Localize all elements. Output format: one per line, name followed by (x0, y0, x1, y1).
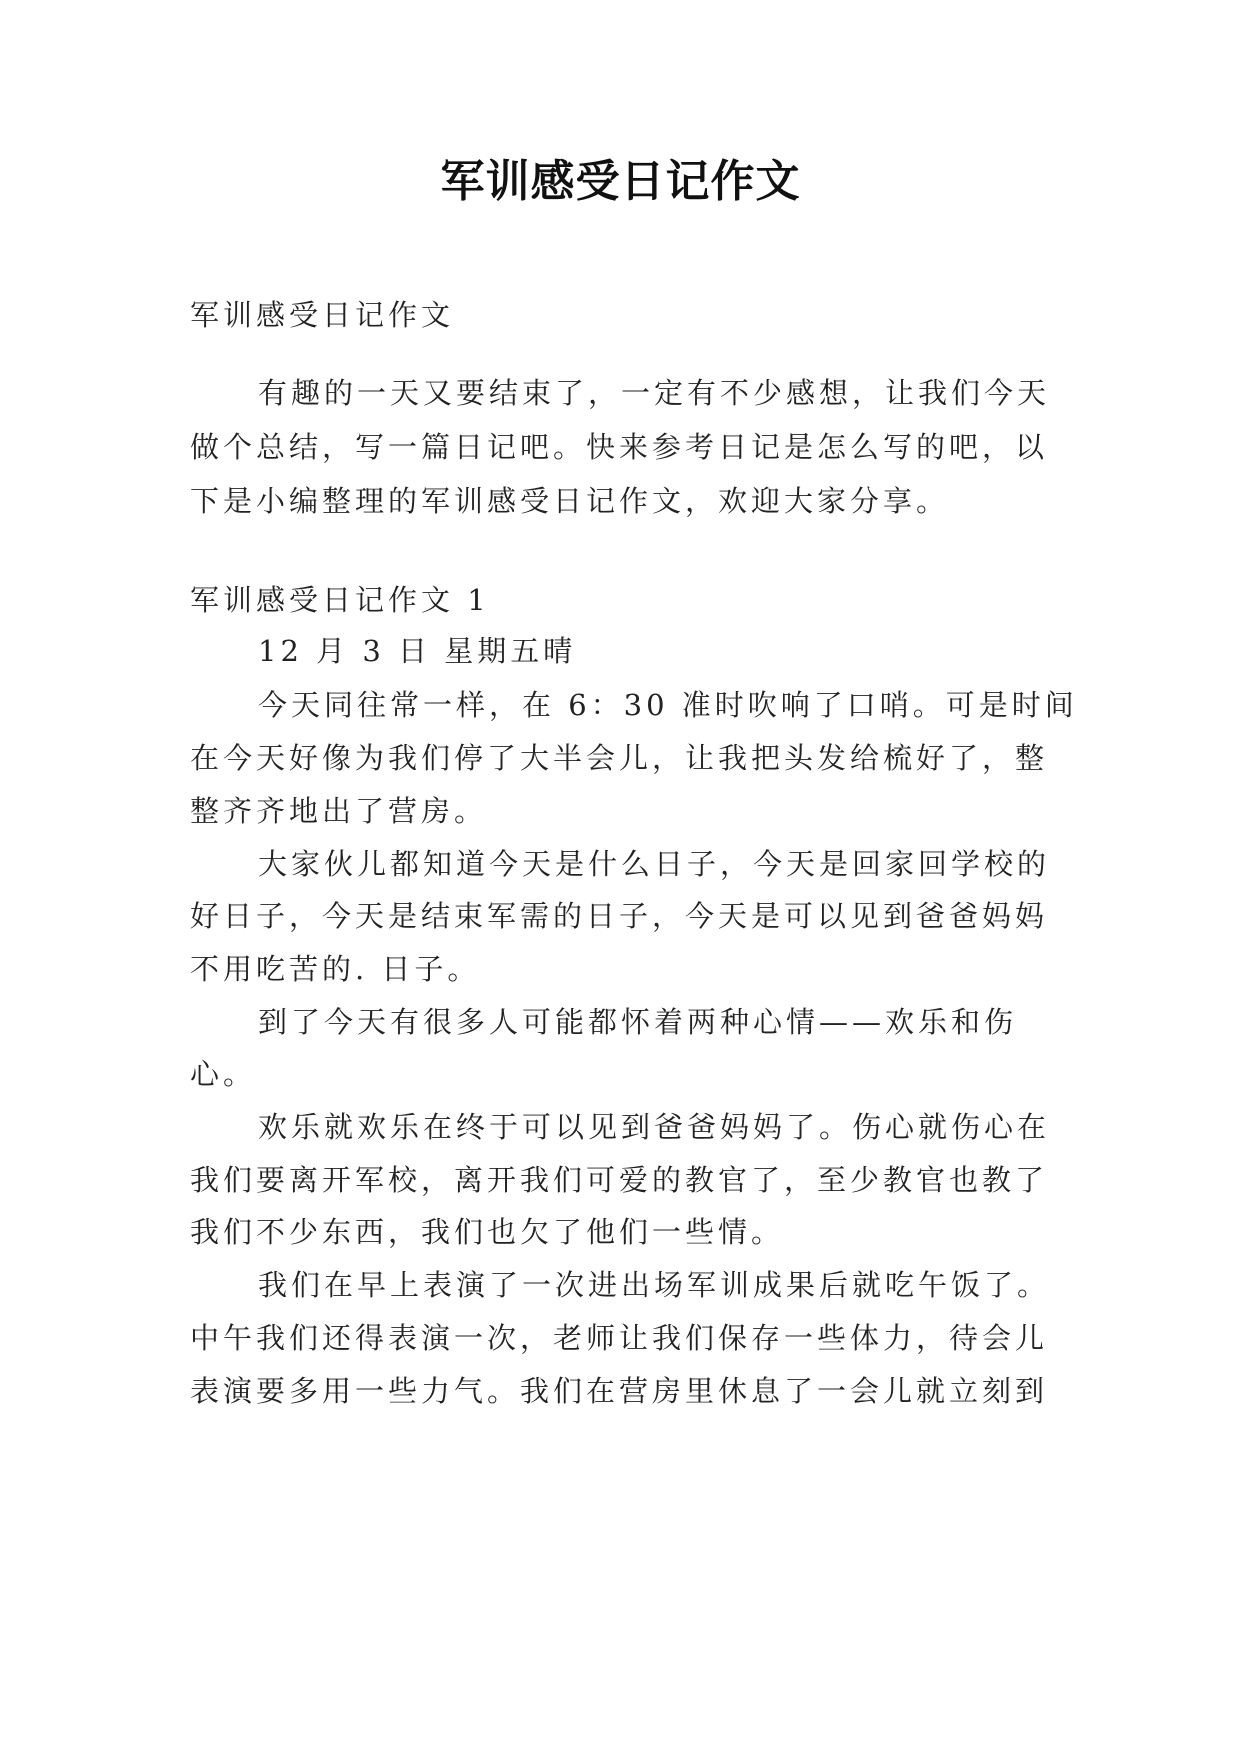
body-line: 大家伙儿都知道今天是什么日子，今天是回家回学校的 (258, 847, 1051, 881)
body-line: 整齐齐地出了营房。 (190, 794, 488, 828)
body-line: 我们在早上表演了一次进出场军训成果后就吃午饭了。 (258, 1268, 1051, 1302)
body-line: 在今天好像为我们停了大半会儿，让我把头发给梳好了，整 (190, 741, 1049, 775)
document-title: 军训感受日记作文 (440, 156, 801, 207)
body-line: 好日子，今天是结束军需的日子，今天是可以见到爸爸妈妈 (190, 899, 1049, 933)
section-heading: 军训感受日记作文 1 (190, 583, 490, 617)
body-line: 做个总结，写一篇日记吧。快来参考日记是怎么写的吧，以 (190, 430, 1049, 464)
body-line: 欢乐就欢乐在终于可以见到爸爸妈妈了。伤心就伤心在 (258, 1110, 1051, 1144)
date-line: 12 月 3 日 星期五晴 (258, 634, 577, 668)
body-line: 到了今天有很多人可能都怀着两种心情——欢乐和伤 (258, 1005, 1018, 1039)
body-line: 有趣的一天又要结束了，一定有不少感想，让我们今天 (258, 376, 1051, 410)
body-line: 今天同往常一样，在 6：30 准时吹响了口哨。可是时间 (258, 688, 1078, 722)
subtitle-line: 军训感受日记作文 (190, 298, 455, 332)
body-line: 心。 (190, 1057, 257, 1091)
body-line: 我们要离开军校，离开我们可爱的教官了，至少教官也教了 (190, 1163, 1049, 1197)
body-line: 表演要多用一些力气。我们在营房里休息了一会儿就立刻到 (190, 1374, 1049, 1408)
body-line: 下是小编整理的军训感受日记作文，欢迎大家分享。 (190, 484, 950, 518)
body-line: 我们不少东西，我们也欠了他们一些情。 (190, 1215, 785, 1249)
body-line: 不用吃苦的. 日子。 (190, 952, 481, 986)
body-line: 中午我们还得表演一次，老师让我们保存一些体力，待会儿 (190, 1321, 1049, 1355)
